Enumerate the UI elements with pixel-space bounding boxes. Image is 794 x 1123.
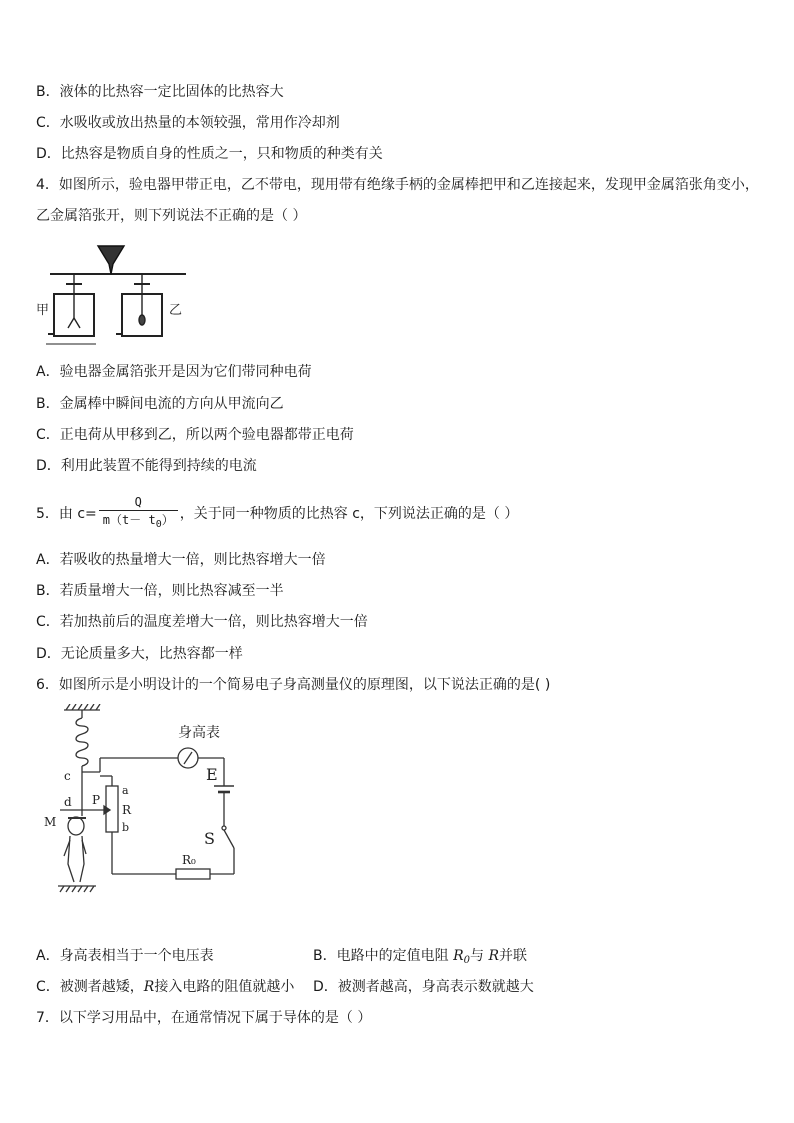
q3-option-b: B．液体的比热容一定比固体的比热容大 bbox=[36, 84, 284, 100]
switch-label: S bbox=[204, 829, 215, 848]
fig-label-yi: 乙 bbox=[169, 303, 183, 318]
q3-option-d: D．比热容是物质自身的性质之一，只和物质的种类有关 bbox=[36, 146, 383, 162]
q6-option-a: A．身高表相当于一个电压表 bbox=[36, 948, 214, 964]
height-meter-circuit-figure bbox=[40, 704, 250, 904]
q6-option-b: B．电路中的定值电阻 $R_0$与 R并联 bbox=[313, 948, 527, 966]
q5-suffix: ，关于同一种物质的比热容 c，下列说法正确的是（ ） bbox=[179, 506, 519, 522]
q5-option-b: B．若质量增大一倍，则比热容减至一半 bbox=[36, 583, 284, 599]
q6-option-d: D．被测者越高，身高表示数就越大 bbox=[313, 979, 534, 995]
q5-option-d: D．无论质量多大，比热容都一样 bbox=[36, 646, 243, 662]
battery-label: E bbox=[206, 765, 218, 784]
q5-prefix: 5．由 c= bbox=[36, 506, 97, 522]
q4-option-a: A．验电器金属箔张开是因为它们带同种电荷 bbox=[36, 364, 312, 380]
resistor-b-label: b bbox=[122, 821, 130, 834]
slider-p-label: P bbox=[92, 793, 101, 807]
point-d-label: d bbox=[64, 795, 72, 809]
q6-stem: 6．如图所示是小明设计的一个简易电子身高测量仪的原理图，以下说法正确的是( ) bbox=[36, 677, 551, 693]
point-m-label: M bbox=[44, 815, 57, 829]
q4-stem-line2: 乙金属箔张开，则下列说法不正确的是（ ） bbox=[36, 208, 307, 224]
resistor-a-label: a bbox=[122, 784, 129, 797]
resistor-r-label: R bbox=[122, 803, 132, 817]
q4-option-d: D．利用此装置不能得到持续的电流 bbox=[36, 458, 257, 474]
q4-option-b: B．金属棒中瞬间电流的方向从甲流向乙 bbox=[36, 396, 284, 412]
fig-label-jia: 甲 bbox=[36, 303, 50, 318]
q7-stem: 7．以下学习用品中，在通常情况下属于导体的是（ ） bbox=[36, 1010, 372, 1026]
q5-option-c: C．若加热前后的温度差增大一倍，则比热容增大一倍 bbox=[36, 614, 368, 630]
r0-label: R₀ bbox=[182, 853, 196, 867]
formula-numerator: Q bbox=[99, 494, 178, 511]
q4-stem-line1: 4．如图所示，验电器甲带正电，乙不带电，现用带有绝缘手柄的金属棒把甲和乙连接起来，发现甲金属箔张角变小， bbox=[36, 177, 759, 193]
meter-label: 身高表 bbox=[178, 725, 220, 741]
formula-denominator: $m(t- t_0)$ bbox=[102, 513, 174, 530]
q5-option-a: A．若吸收的热量增大一倍，则比热容增大一倍 bbox=[36, 552, 326, 568]
point-c-label: c bbox=[64, 769, 71, 783]
q6-option-c: C．被测者越矮，R接入电路的阻值就越小 bbox=[36, 979, 295, 995]
q4-option-c: C．正电荷从甲移到乙，所以两个验电器都带正电荷 bbox=[36, 427, 354, 443]
q3-option-c: C．水吸收或放出热量的本领较强，常用作冷却剂 bbox=[36, 115, 340, 131]
q5-stem bbox=[36, 494, 518, 534]
electroscope-figure bbox=[36, 240, 196, 360]
specific-heat-formula bbox=[99, 494, 178, 534]
